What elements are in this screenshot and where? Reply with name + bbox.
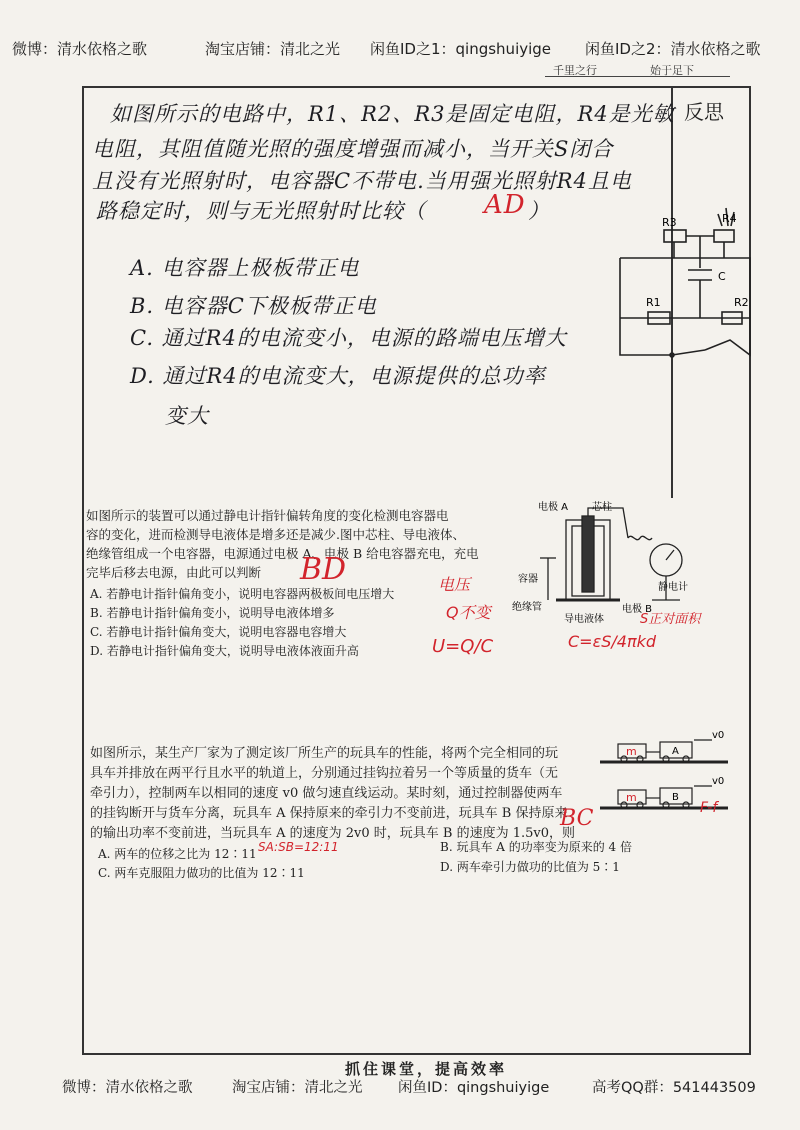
header-weibo: 微博：清水依格之歌 [12, 40, 148, 58]
page-header [0, 38, 800, 60]
q2-option-d: D. 若静电计指针偏角变大，说明导电液体液面升高 [90, 644, 359, 658]
label-core: 芯柱 [592, 502, 612, 513]
q3-option-a: A. 两车的位移之比为 12∶11 [98, 847, 257, 861]
footer-slogan: 抓住课堂，提高效率 [345, 1060, 508, 1078]
q2-note-u-formula: U=Q/C [432, 636, 494, 657]
q3-option-c: C. 两车克服阻力做功的比值为 12∶11 [98, 866, 305, 880]
label-container: 容器 [518, 574, 538, 585]
label-insulating-tube: 绝缘管 [512, 602, 542, 613]
motto-right: 始于足下 [650, 64, 694, 77]
q3-note-ratio: SA:SB=12:11 [258, 840, 339, 854]
q1-option-d-cont: 变大 [165, 404, 209, 428]
r4-label: R4 [722, 212, 737, 225]
connecting-spring [628, 536, 652, 539]
r2-label: R2 [734, 296, 749, 309]
q3-option-d: D. 两车牵引力做功的比值为 5∶1 [440, 860, 620, 874]
label-liquid: 导电液体 [564, 614, 604, 625]
q1-line-4: 路稳定时，则与无光照射时比较（ [96, 199, 426, 223]
q3-stem-1: 如图所示，某生产厂家为了测定该厂所生产的玩具车的性能，将两个完全相同的玩 [90, 746, 559, 761]
r4-resistor [714, 230, 734, 242]
r3-resistor [664, 230, 686, 242]
q2-stem-4: 完毕后移去电源，由此可以判断 [86, 565, 262, 580]
car-a-label: A [672, 746, 679, 757]
label-electrometer: 静电计 [658, 582, 688, 593]
car-b-label: B [672, 792, 679, 803]
q2-option-a: A. 若静电计指针偏角变小，说明电容器两极板间电压增大 [90, 587, 395, 601]
q1-circuit-diagram [610, 200, 760, 370]
footer-weibo: 微博：清水依格之歌 [62, 1080, 193, 1096]
q3-note-force: F-f [700, 800, 718, 816]
q1-option-d: D. 通过R4的电流变大，电源提供的总功率 [130, 364, 546, 388]
q3-answer: BC [560, 806, 594, 831]
label-electrode-b: 电极 B [622, 604, 653, 615]
q2-option-b: B. 若静电计指针偏角变小，说明导电液体增多 [90, 606, 335, 620]
q1-line-1: 如图所示的电路中，R1、R2、R3是固定电阻，R4是光敏 [110, 102, 675, 126]
q1-option-b: B. 电容器C下极板带正电 [130, 294, 377, 318]
reflection-label: 反思 [684, 100, 724, 124]
q3-stem-2: 具车并排放在两平行且水平的轨道上，分别通过挂钩拉着另一个等质量的货车（无 [90, 766, 559, 781]
q1-answer: AD [484, 190, 526, 220]
electrometer-needle [666, 550, 674, 560]
q2-stem-1: 如图所示的装置可以通过静电计指针偏转角度的变化检测电容器电 [86, 508, 449, 523]
q1-line-3: 且没有光照射时，电容器C不带电.当用强光照射R4且电 [92, 169, 632, 193]
footer-taobao: 淘宝店铺：清北之光 [232, 1080, 363, 1096]
q3-option-b: B. 玩具车 A 的功率变为原来的 4 倍 [440, 840, 633, 854]
r1-label: R1 [646, 296, 661, 309]
q3-stem-3: 牵引力），控制两车以相同的速度 v0 做匀速直线运动。某时刻，通过控制器使两车 [90, 786, 563, 801]
q1-line-4-close: ） [528, 199, 550, 223]
r3-label: R3 [662, 216, 677, 229]
q2-note-voltage: 电压 [438, 575, 471, 594]
header-taobao: 淘宝店铺：清北之光 [205, 40, 341, 58]
motto-left: 千里之行 [553, 64, 597, 77]
header-xianyu1: 闲鱼ID之1：qingshuiyige [370, 40, 552, 58]
q2-note-q-constant: Q不变 [446, 603, 491, 622]
footer-qq: 高考QQ群：541443509 [592, 1080, 756, 1096]
q2-stem-3: 绝缘管组成一个电容器，电源通过电极 A、电极 B 给电容器充电，充电 [86, 546, 479, 561]
q2-stem-2: 容的变化，进而检测导电液体是增多还是减少.图中芯柱、导电液体、 [86, 527, 465, 542]
q3-stem-5: 的输出功率不变前进，当玩具车 A 的速度为 2v0 时，玩具车 B 的速度为 1.5v0，则 [90, 826, 576, 841]
header-xianyu2: 闲鱼ID之2：清水依格之歌 [585, 40, 761, 58]
mass-label-top: m [626, 745, 637, 758]
q2-option-c: C. 若静电计指针偏角变大，说明电容器电容增大 [90, 625, 347, 639]
v0-label-b: v0 [712, 776, 725, 787]
q2-note-c-formula: C=εS/4πkd [568, 632, 657, 651]
q1-line-2: 电阻，其阻值随光照的强度增强而减小，当开关S闭合 [92, 137, 614, 161]
c-label: C [718, 270, 726, 283]
q1-option-c: C. 通过R4的电流变小，电源的路端电压增大 [130, 326, 567, 350]
q2-answer: BD [300, 552, 347, 587]
q1-option-a: A. 电容器上极板带正电 [130, 256, 360, 280]
header-underline [545, 76, 730, 77]
q3-stem-4: 的挂钩断开与货车分离，玩具车 A 保持原来的牵引力不变前进，玩具车 B 保持原来 [90, 806, 568, 821]
mass-label-bottom: m [626, 791, 637, 804]
q2-note-area: S正对面积 [640, 612, 701, 627]
switch-s [672, 350, 705, 355]
circuit-top-wire [620, 258, 750, 355]
label-electrode-a: 电极 A [538, 502, 569, 513]
v0-label-a: v0 [712, 730, 725, 741]
footer-xianyu: 闲鱼ID：qingshuiyige [398, 1080, 550, 1096]
core-column [582, 516, 594, 592]
